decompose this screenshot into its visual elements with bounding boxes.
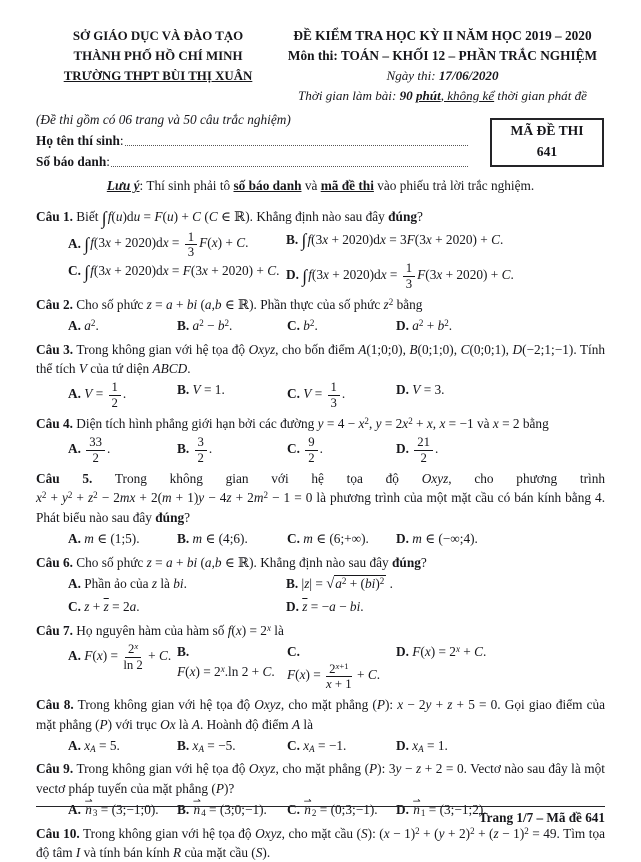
page-number: Trang 1/7 – Mã đề 641 [478, 810, 605, 825]
option-label: B. [177, 382, 190, 398]
option-content: $F(x) = 2^x + C$. [412, 644, 487, 660]
question-4-option-C [287, 434, 396, 466]
option-content: n $⇀_2$ = (0;3;−1). [303, 802, 377, 817]
student-name-row [36, 133, 468, 149]
option-label: A. [68, 648, 81, 664]
option-label: A. [68, 738, 81, 754]
question-4-option-B [177, 434, 287, 466]
question-8-option-D [396, 735, 605, 756]
option-content: $\frac{21}{2}$ . [412, 441, 438, 456]
question-8 [36, 695, 605, 756]
option-content: $F(x) = 2^x.\ln$ 2 + C. [177, 663, 275, 679]
question-3-option-D [396, 379, 605, 411]
option-label: A. [68, 235, 81, 251]
option-label: A. [68, 576, 81, 592]
option-label: D. [396, 318, 409, 334]
question-5-option-B [177, 528, 287, 549]
exam-code-box [490, 118, 604, 167]
option-content: $x_A = -1$. [303, 738, 347, 755]
option-label: D. [396, 644, 409, 660]
option-label: C. [287, 738, 300, 754]
option-content: $|z| = √a^2 + (bi)^2$ . [301, 575, 393, 593]
student-id-label: Số báo danh: [36, 154, 110, 170]
question-3 [36, 340, 605, 411]
option-content: n $⇀_4$ = (3;0;−1). [193, 802, 267, 817]
question-5-option-A [68, 528, 177, 549]
option-label: D. [286, 599, 299, 615]
question-8-stem: Câu 8. Trong không gian với hệ tọa độ Oxyz, cho mặt phẳng (P): x − 2y + z + 5 = 0. Gọi giao điểm của mặt phẳng (P) với trục Ox là A. Hoành độ điểm A là [36, 697, 606, 732]
option-label: B. [177, 802, 190, 818]
exam-code-value: 641 [536, 143, 558, 159]
question-2-option-A [68, 315, 177, 336]
option-content: $a^2 - b^2$. [192, 318, 233, 334]
question-2-option-D [396, 315, 605, 336]
department-name: SỞ GIÁO DỤC VÀ ĐÀO TẠO [72, 29, 244, 43]
notice-line: Lưu ý: Thí sinh phải tô số báo danh và mã đề thi vào phiếu trả lời trắc nghiệm. [106, 178, 535, 194]
question-4 [36, 414, 605, 466]
question-3-option-C [287, 379, 396, 411]
question-7-option-C [287, 641, 396, 692]
option-content: $x_A = 5$. [84, 738, 120, 755]
option-label: D. [396, 531, 409, 547]
option-content: $\frac{9}{2}$ . [303, 441, 323, 456]
page-footer [36, 806, 605, 826]
option-label: D. [396, 441, 409, 457]
question-6-option-D [286, 596, 605, 617]
question-7-option-B [177, 641, 287, 692]
exam-date: Ngày thi: 17/06/2020 [386, 67, 499, 83]
question-6-option-B [286, 573, 605, 596]
option-label: A. [68, 386, 81, 402]
option-content: m ∈ (1;5). [84, 531, 140, 547]
exam-title: ĐỀ KIỂM TRA HỌC KỲ II NĂM HỌC 2019 – 2020 [293, 28, 592, 43]
question-1-option-A [68, 229, 286, 261]
option-content: m ∈ (−∞;4). [412, 531, 478, 547]
option-content: $z + \overline{z} = 2a$. [84, 599, 140, 615]
option-content: n $⇀_3$ = (3;−1;0). [84, 802, 158, 817]
question-7-stem: Câu 7. Họ nguyên hàm của hàm số $f(x) = 2^x$ là [36, 622, 284, 638]
option-content: V = $\frac{1}{2}$ . [84, 380, 127, 410]
question-8-option-B [177, 735, 287, 756]
option-label: C. [287, 802, 300, 818]
option-label: D. [396, 738, 409, 754]
header [36, 26, 605, 105]
option-label: B. [177, 531, 190, 547]
option-content: $x_A = 1$. [412, 738, 448, 755]
question-5-option-D [396, 528, 605, 549]
option-label: B. [177, 644, 190, 660]
option-content: $\frac{3}{2}$ . [193, 441, 213, 456]
question-1-option-C [68, 260, 286, 292]
option-label: A. [68, 802, 81, 818]
option-label: C. [68, 263, 81, 279]
option-label: B. [286, 231, 299, 247]
option-content: $b^2$. [303, 318, 318, 334]
option-content: V = $\frac{1}{3}$ . [303, 380, 346, 410]
option-content: $x_A = -5$. [192, 738, 236, 755]
question-4-stem: Câu 4. Diện tích hình phẳng giới hạn bởi các đường $y = 4 - x^2$, $y = 2x^2 + x$, x = −1 và x = 2 bằng [36, 415, 549, 432]
question-1-option-B [286, 229, 605, 261]
option-label: C. [287, 386, 300, 402]
school-name: TRƯỜNG THPT BÙI THỊ XUÂN [63, 69, 253, 83]
exam-duration: Thời gian làm bài: 90 phút, không kể thời gian phát đề [298, 87, 587, 103]
question-1 [36, 207, 605, 292]
option-content: Phần ảo của z là bi. [84, 576, 187, 592]
question-1-options [36, 229, 605, 292]
pages-note: (Đề thi gồm có 06 trang và 50 câu trắc nghiệm) [36, 112, 291, 128]
option-content: ∫f(3x + 2020)dx = $\frac{1}{3}$ F(x) + C. [84, 229, 249, 259]
question-6-option-A [68, 573, 286, 596]
option-content: ∫f(3x + 2020)dx = $\frac{1}{3}$ F(3x + 2020) + C. [302, 261, 514, 291]
question-6 [36, 553, 605, 618]
question-5-option-C [287, 528, 396, 549]
question-7-option-A [68, 641, 177, 692]
city-name: THÀNH PHỐ HỒ CHÍ MINH [73, 49, 243, 63]
question-6-options [36, 573, 605, 618]
option-label: B. [177, 318, 190, 334]
option-content: $\overline{z} = -a$ − bi. [302, 599, 364, 615]
question-5-options [36, 528, 605, 549]
option-content: $a^2$. [84, 318, 99, 334]
question-5-stem: Câu 5. Trong không gian với hệ tọa độ Oxyz, cho phương trình $x^2 + y^2 + z^2 - 2mx + 2(m + 1)y - 4z + 2m^2 - 1 = 0$ là phương trình của một mặt cầu có bán kính bằng 4. Phát biểu nào sau đây đúng? [36, 471, 606, 525]
option-label: A. [68, 441, 81, 457]
question-7 [36, 621, 605, 692]
question-6-option-C [68, 596, 286, 617]
option-content: F(x) = $\frac{2^x}{\ln 2}$ + C. [84, 641, 172, 672]
question-3-option-B [177, 379, 287, 411]
option-content: n $⇀_1$ = (3;−1;2). [412, 802, 486, 817]
student-name-label: Họ tên thí sinh: [36, 133, 124, 149]
option-label: D. [396, 802, 409, 818]
exam-subject: Môn thi: TOÁN – KHỐI 12 – PHẦN TRẮC NGHIỆM [287, 47, 598, 63]
question-7-options [36, 641, 605, 692]
option-content: $\frac{33}{2}$ . [84, 441, 110, 456]
header-right [280, 26, 605, 105]
option-label: B. [286, 576, 299, 592]
question-10 [36, 824, 605, 862]
question-3-options [36, 379, 605, 411]
option-content: m ∈ (6;+∞). [303, 531, 369, 547]
student-id-dotted-line [111, 166, 468, 167]
option-label: C. [68, 599, 81, 615]
option-label: A. [68, 531, 81, 547]
question-2-option-B [177, 315, 287, 336]
questions [36, 207, 605, 862]
option-label: C. [287, 441, 300, 457]
question-4-option-D [396, 434, 605, 466]
question-9-stem: Câu 9. Trong không gian với hệ tọa độ Oxyz, cho mặt phẳng (P): 3y − z + 2 = 0. Vectơ nào sau đây là một vectơ pháp tuyến của mặt phẳng (P)? [36, 761, 605, 796]
question-2 [36, 295, 605, 337]
header-left [36, 26, 280, 105]
question-8-option-C [287, 735, 396, 756]
info-section [36, 112, 605, 194]
question-2-option-C [287, 315, 396, 336]
question-2-stem: Câu 2. Cho số phức z = a + bi (a,b ∈ ℝ). Phần thực của số phức $z^2$ bằng [36, 296, 423, 312]
option-label: C. [287, 531, 300, 547]
option-content: V = 3. [412, 382, 445, 398]
option-content: ∫f(3x + 2020)dx = F(3x + 2020) + C. [84, 261, 280, 282]
question-1-stem: Câu 1. Biết ∫f(u)du = F(u) + C (C ∈ ℝ). Khẳng định nào sau đây đúng? [36, 207, 423, 228]
question-4-options [36, 434, 605, 466]
option-content: F(x) = $\frac{2^{x+1}}{x + 1}$ + C. [287, 660, 381, 691]
option-content: ∫f(3x + 2020)dx = 3F(3x + 2020) + C. [301, 230, 504, 251]
question-7-option-D [396, 641, 605, 692]
student-name-dotted-line [125, 145, 468, 146]
exam-code-label: MÃ ĐỀ THI [510, 123, 584, 139]
option-label: B. [177, 738, 190, 754]
option-label: D. [286, 267, 299, 283]
question-1-option-D [286, 260, 605, 292]
question-2-options [36, 315, 605, 336]
question-3-stem: Câu 3. Trong không gian với hệ tọa độ Oxyz, cho bốn điểm A(1;0;0), B(0;1;0), C(0;0;1), D(−2;1;−1). Tính thể tích V của tứ diện ABCD. [36, 341, 606, 377]
option-content: $a^2 + b^2$. [412, 318, 453, 334]
option-content: V = 1. [192, 382, 225, 398]
question-6-stem: Câu 6. Cho số phức z = a + bi (a,b ∈ ℝ). Khẳng định nào sau đây đúng? [36, 554, 427, 570]
question-8-option-A [68, 735, 177, 756]
option-label: A. [68, 318, 81, 334]
option-label: C. [287, 318, 300, 334]
question-5 [36, 469, 605, 550]
question-8-options [36, 735, 605, 756]
option-label: C. [287, 644, 300, 660]
question-10-stem: Câu 10. Trong không gian với hệ tọa độ Oxyz, cho mặt cầu (S): $(x - 1)^2 + (y + 2)^2 + (z - 1)^2 = 49$. Tìm tọa độ tâm I và tính bán kính R của mặt cầu (S). [36, 825, 606, 861]
option-label: D. [396, 382, 409, 398]
student-id-row [36, 154, 468, 170]
question-4-option-A [68, 434, 177, 466]
option-content: m ∈ (4;6). [192, 531, 248, 547]
option-label: B. [177, 441, 190, 457]
question-3-option-A [68, 379, 177, 411]
